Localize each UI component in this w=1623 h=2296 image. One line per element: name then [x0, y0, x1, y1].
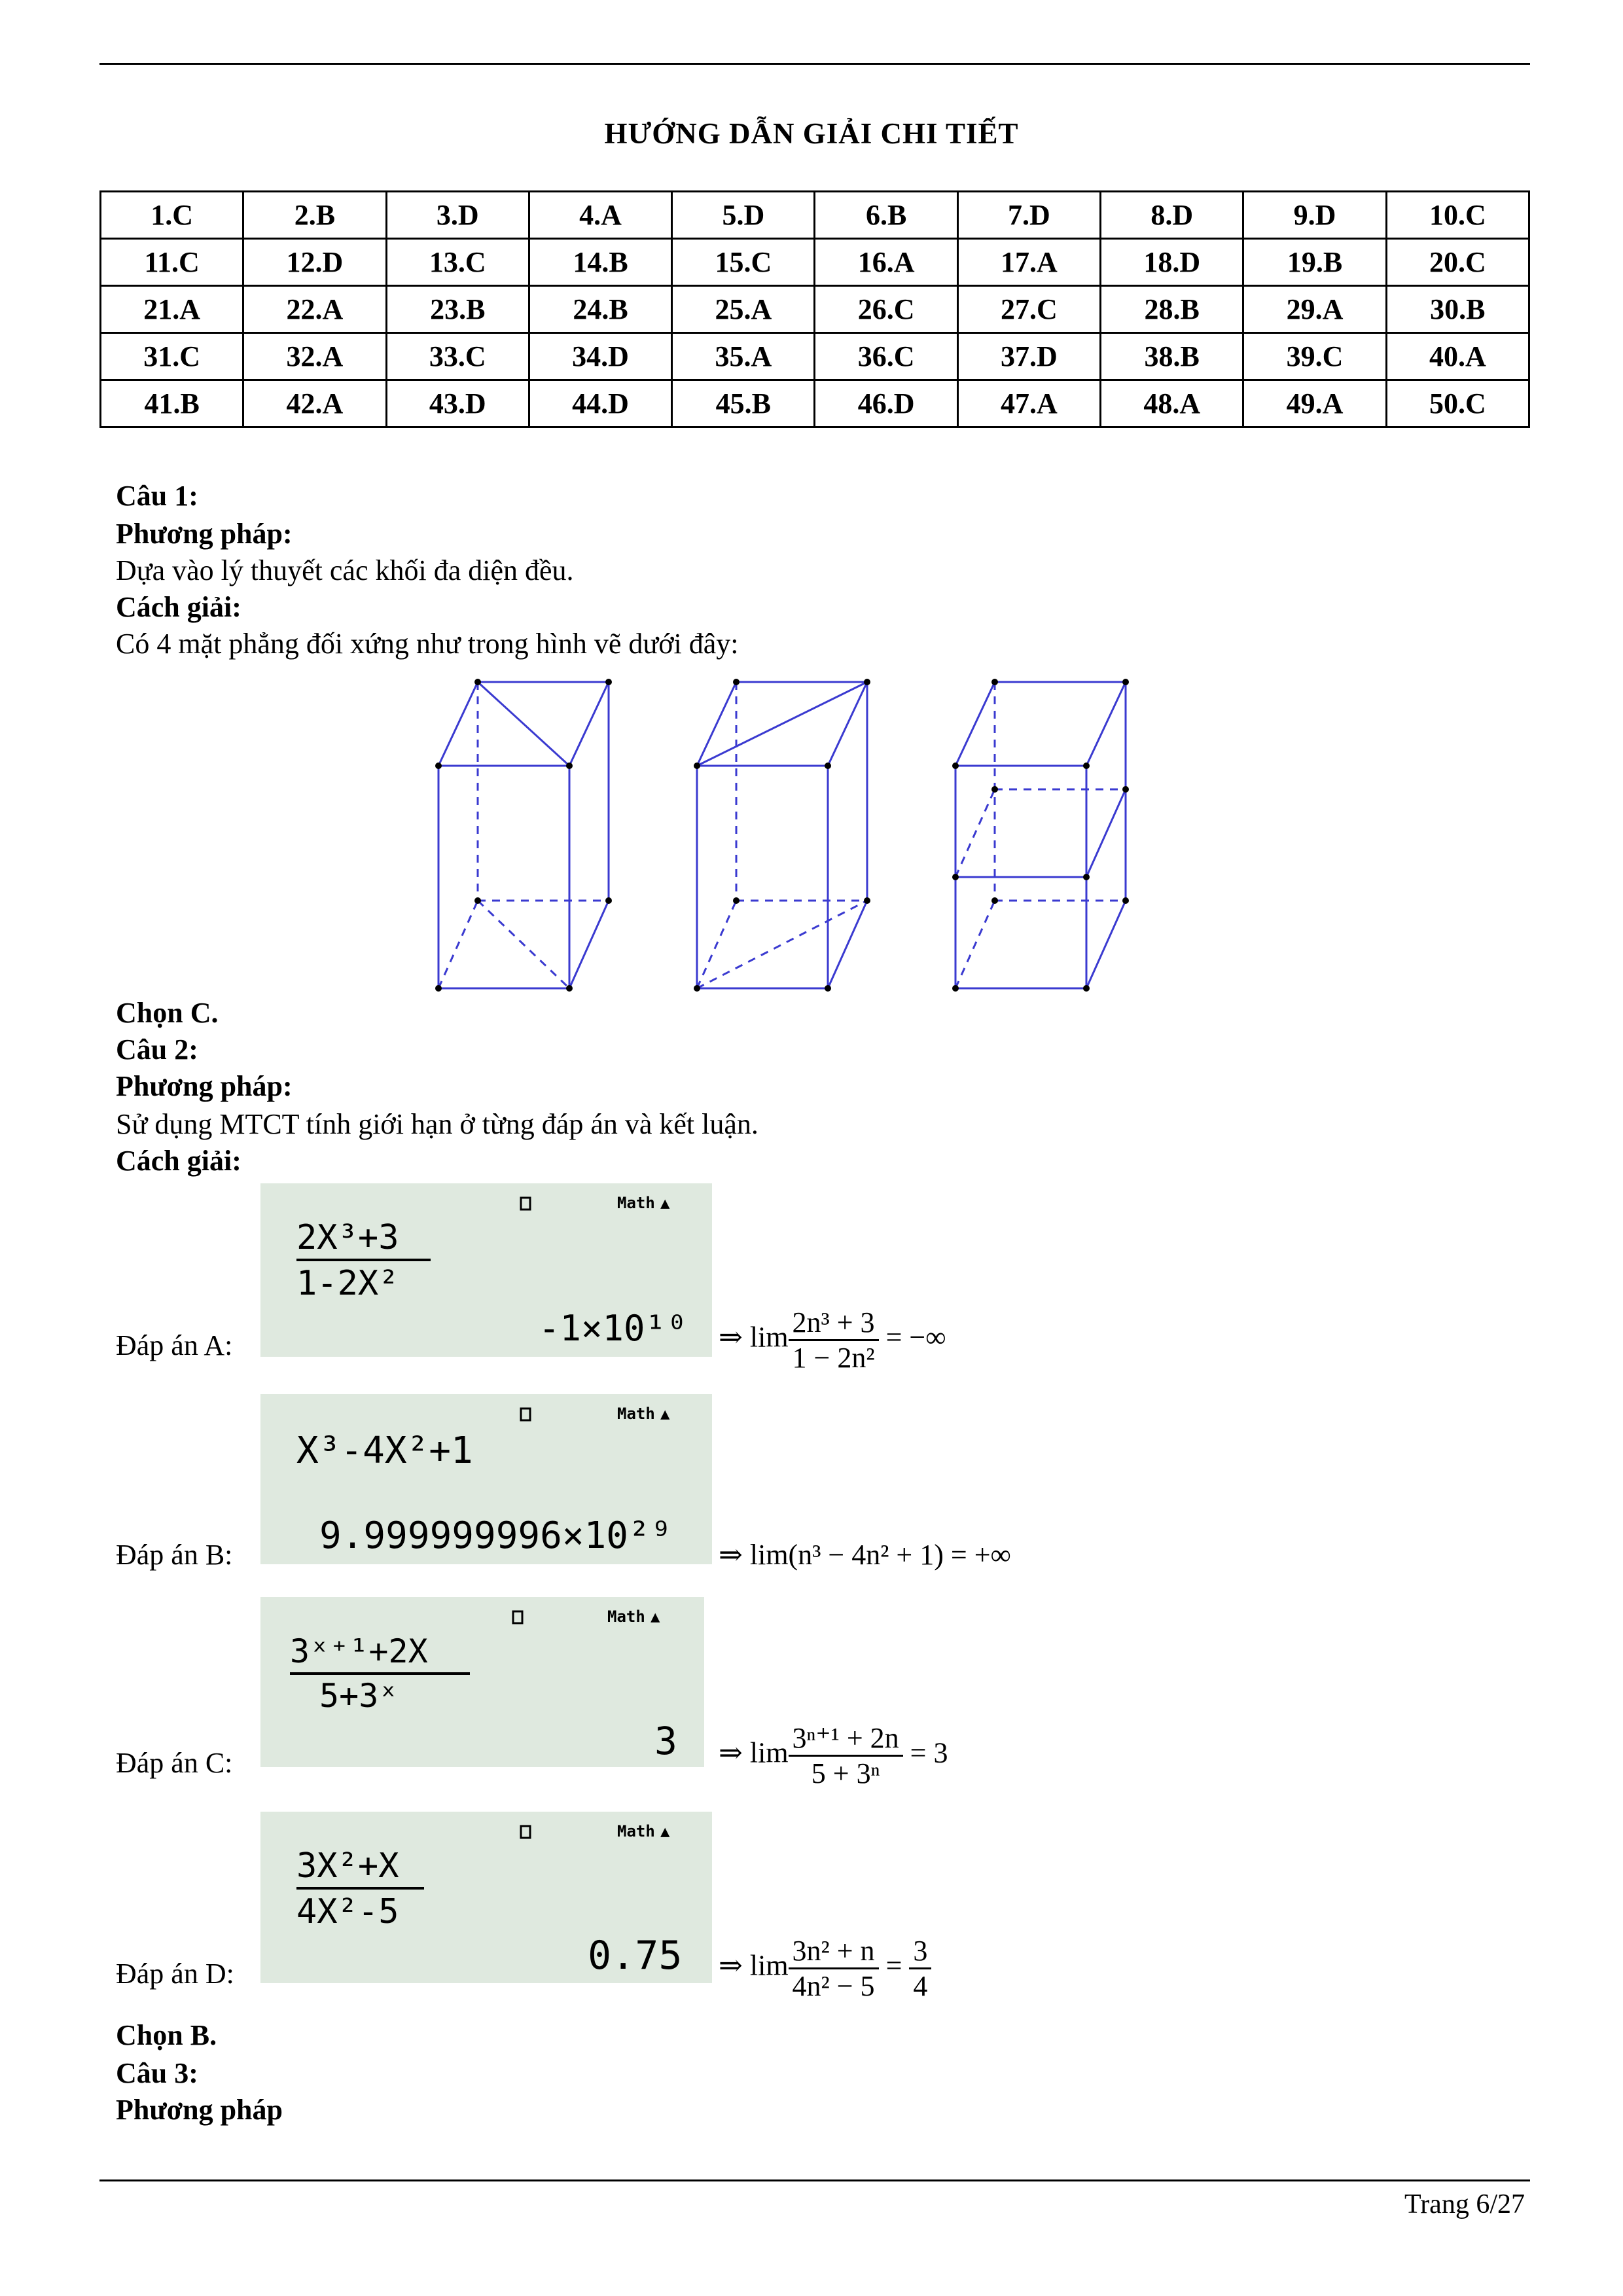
- calc-expr-num: 3X²+X: [296, 1846, 399, 1886]
- lim-num: 3n² + n: [789, 1934, 879, 1969]
- header-rule: [99, 63, 1530, 65]
- q3-method-label: Phương pháp: [116, 2094, 283, 2126]
- svg-text:Math: Math: [607, 1607, 645, 1626]
- answer-cell: 6.B: [815, 192, 957, 239]
- answer-cell: 46.D: [815, 380, 957, 427]
- prism-1: [438, 682, 609, 988]
- svg-text:▲: ▲: [660, 1194, 670, 1212]
- calc-expr-num: 3ˣ⁺¹+2X: [290, 1632, 428, 1670]
- answer-cell: 18.D: [1101, 239, 1243, 286]
- answer-cell: 37.D: [957, 333, 1100, 380]
- answer-cell: 17.A: [957, 239, 1100, 286]
- footer-rule: [99, 2179, 1530, 2181]
- lim-num: 2n³ + 3: [789, 1306, 879, 1341]
- answer-cell: 27.C: [957, 286, 1100, 333]
- answer-cell: 9.D: [1243, 192, 1386, 239]
- svg-text:▲: ▲: [660, 1405, 670, 1423]
- answer-row: [101, 286, 1529, 333]
- answer-cell: 1.C: [101, 192, 243, 239]
- answer-cell: 28.B: [1101, 286, 1243, 333]
- calculator-screen-c: [260, 1597, 704, 1767]
- answer-cell: 3.D: [386, 192, 529, 239]
- calc-expr-den: 1-2X²: [296, 1264, 399, 1303]
- answer-cell: 19.B: [1243, 239, 1386, 286]
- q2-method-label: Phương pháp:: [116, 1070, 293, 1102]
- page-number: Trang 6/27: [1404, 2189, 1525, 2219]
- prism-2: [697, 682, 867, 988]
- answer-cell: 40.A: [1386, 333, 1529, 380]
- lim-num: 3ⁿ⁺¹ + 2n: [789, 1721, 903, 1757]
- answer-cell: 22.A: [243, 286, 386, 333]
- lim-result-num: 3: [909, 1934, 931, 1969]
- lim-result: −∞: [909, 1321, 946, 1354]
- answer-cell: 33.C: [386, 333, 529, 380]
- answer-cell: 38.B: [1101, 333, 1243, 380]
- q1-conclusion: Chọn C.: [116, 997, 219, 1029]
- answer-cell: 44.D: [529, 380, 671, 427]
- answer-row: [101, 192, 1529, 239]
- document-title: HƯỚNG DẪN GIẢI CHI TIẾT: [604, 117, 1019, 150]
- lim-den: 5 + 3ⁿ: [811, 1757, 880, 1789]
- answer-cell: 23.B: [386, 286, 529, 333]
- answer-cell: 36.C: [815, 333, 957, 380]
- option-b-label: Đáp án B:: [116, 1539, 233, 1571]
- q1-heading: Câu 1:: [116, 480, 198, 512]
- symmetry-planes-figure: [419, 666, 1152, 994]
- option-c-limit: ⇒ lim $\frac{\text{3ⁿ⁺¹ + 2n}}{\text{5 + 3ⁿ}}$ = 3: [719, 1722, 948, 1789]
- answer-cell: 10.C: [1386, 192, 1529, 239]
- answer-cell: 42.A: [243, 380, 386, 427]
- q2-heading: Câu 2:: [116, 1033, 198, 1066]
- calc-expr-den: 5+3ˣ: [319, 1677, 399, 1715]
- calc-expr: X³-4X²+1: [296, 1429, 473, 1472]
- answer-cell: 25.A: [672, 286, 815, 333]
- answer-cell: 24.B: [529, 286, 671, 333]
- svg-text:▲: ▲: [660, 1822, 670, 1840]
- option-c-label: Đáp án C:: [116, 1747, 233, 1779]
- q2-solution-label: Cách giải:: [116, 1145, 241, 1177]
- prism-3: [955, 682, 1126, 988]
- calc-result: 9.999999996×10²⁹: [319, 1515, 673, 1557]
- lim-expr: (n³ − 4n² + 1): [788, 1539, 944, 1571]
- calc-expr-num: 2X³+3: [296, 1218, 399, 1257]
- calc-result: -1×10¹⁰: [539, 1308, 688, 1349]
- answer-cell: 32.A: [243, 333, 386, 380]
- answer-cell: 39.C: [1243, 333, 1386, 380]
- lim-result-den: 4: [913, 1970, 928, 2002]
- lim-result: +∞: [974, 1539, 1011, 1571]
- answer-cell: 47.A: [957, 380, 1100, 427]
- answer-cell: 48.A: [1101, 380, 1243, 427]
- option-a-limit: ⇒ lim $\frac{\text{2n³ + 3}}{\text{1 − 2n²}}$ = −∞: [719, 1306, 946, 1374]
- answer-cell: 26.C: [815, 286, 957, 333]
- calc-expr-den: 4X²-5: [296, 1892, 399, 1931]
- answer-cell: 29.A: [1243, 286, 1386, 333]
- calc-result: 0.75: [588, 1933, 683, 1979]
- answer-cell: 2.B: [243, 192, 386, 239]
- calc-mode-label: Math: [617, 1194, 655, 1212]
- q1-solution-text: Có 4 mặt phẳng đối xứng như trong hình vẽ dưới đây:: [116, 628, 739, 660]
- svg-text:▲: ▲: [651, 1607, 660, 1626]
- svg-text:Math: Math: [617, 1822, 655, 1840]
- lim-den: 4n² − 5: [792, 1970, 875, 2002]
- answer-row: [101, 333, 1529, 380]
- q2-conclusion: Chọn B.: [116, 2019, 217, 2051]
- answer-cell: 5.D: [672, 192, 815, 239]
- answer-cell: 31.C: [101, 333, 243, 380]
- calculator-screen-a: [260, 1183, 712, 1357]
- answer-cell: 15.C: [672, 239, 815, 286]
- answer-cell: 45.B: [672, 380, 815, 427]
- svg-text:Math: Math: [617, 1405, 655, 1423]
- answer-key-table: [99, 190, 1530, 428]
- answer-cell: 13.C: [386, 239, 529, 286]
- answer-cell: 35.A: [672, 333, 815, 380]
- answer-cell: 16.A: [815, 239, 957, 286]
- answer-cell: 34.D: [529, 333, 671, 380]
- lim-result: 3: [933, 1736, 948, 1769]
- calc-result: 3: [654, 1719, 677, 1763]
- option-d-limit: ⇒ lim $\frac{\text{3n² + n}}{\text{4n² − 5}}$ = $\frac{3}{4}$: [719, 1934, 931, 2003]
- calculator-screen-b: [260, 1394, 712, 1564]
- q1-method-label: Phương pháp:: [116, 518, 293, 550]
- answer-cell: 14.B: [529, 239, 671, 286]
- answer-cell: 21.A: [101, 286, 243, 333]
- answer-row: [101, 239, 1529, 286]
- answer-cell: 20.C: [1386, 239, 1529, 286]
- q2-method-text: Sử dụng MTCT tính giới hạn ở từng đáp án và kết luận.: [116, 1108, 758, 1140]
- answer-cell: 7.D: [957, 192, 1100, 239]
- answer-cell: 30.B: [1386, 286, 1529, 333]
- answer-row: [101, 380, 1529, 427]
- answer-cell: 12.D: [243, 239, 386, 286]
- answer-cell: 8.D: [1101, 192, 1243, 239]
- answer-cell: 4.A: [529, 192, 671, 239]
- option-a-label: Đáp án A:: [116, 1329, 233, 1361]
- calculator-screen-d: [260, 1812, 712, 1983]
- q1-solution-label: Cách giải:: [116, 591, 241, 623]
- option-d-label: Đáp án D:: [116, 1958, 234, 1990]
- answer-cell: 50.C: [1386, 380, 1529, 427]
- answer-cell: 11.C: [101, 239, 243, 286]
- answer-cell: 41.B: [101, 380, 243, 427]
- option-b-limit: ⇒ lim(n³ − 4n² + 1) = +∞: [719, 1539, 1011, 1571]
- answer-cell: 43.D: [386, 380, 529, 427]
- lim-den: 1 − 2n²: [792, 1342, 875, 1374]
- answer-cell: 49.A: [1243, 380, 1386, 427]
- q1-method-text: Dựa vào lý thuyết các khối đa diện đều.: [116, 554, 574, 586]
- q3-heading: Câu 3:: [116, 2057, 198, 2089]
